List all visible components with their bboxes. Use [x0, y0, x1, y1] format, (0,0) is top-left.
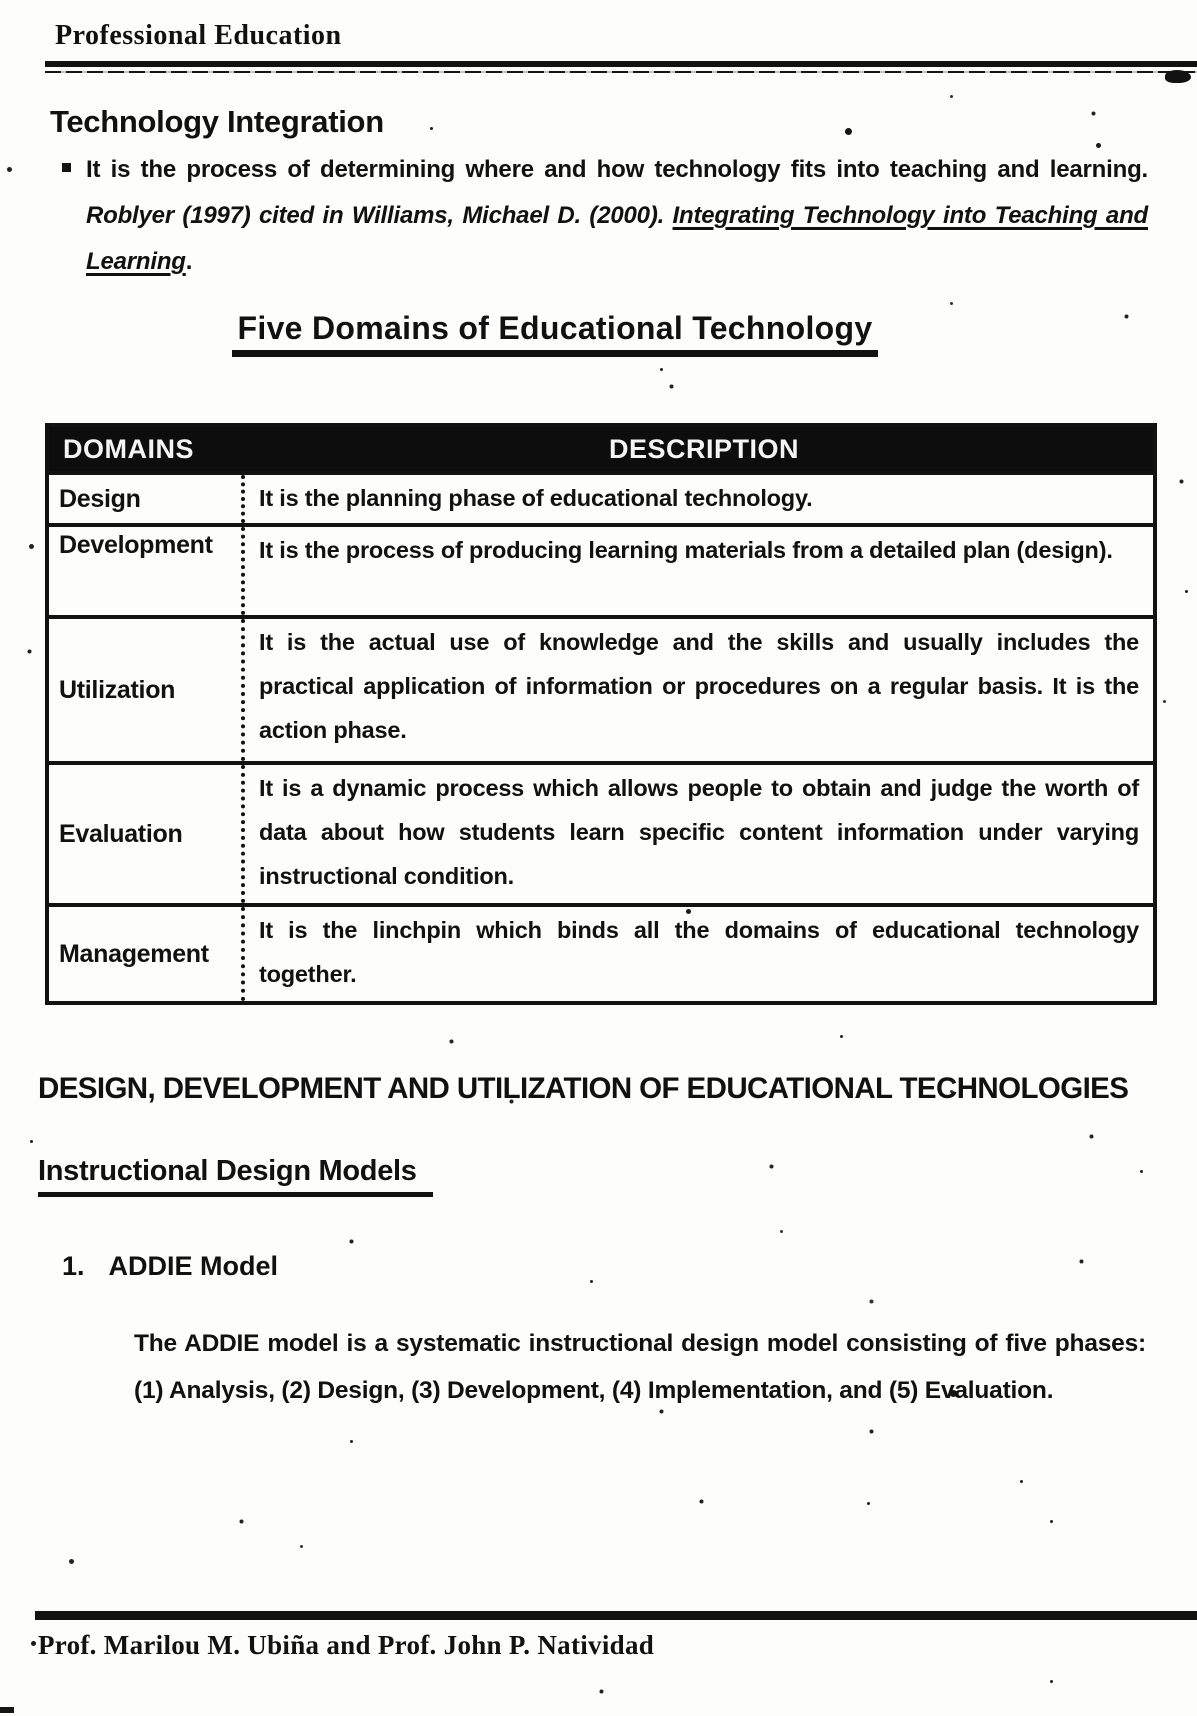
table-title-wrap	[0, 310, 1110, 357]
column-header-domains: DOMAINS	[63, 433, 194, 464]
table-row	[49, 523, 1153, 615]
technology-integration-paragraph	[86, 147, 1148, 285]
column-header-description: DESCRIPTION	[608, 433, 800, 464]
description-cell: It is a dynamic process which allows people to obtain and judge the worth of data about how students learn specific content information under varying instructional condition.	[241, 765, 1153, 903]
five-domains-table	[45, 423, 1157, 1005]
table-row	[49, 903, 1153, 1001]
scan-corner-mark	[0, 1707, 14, 1713]
table-header-row	[49, 427, 1153, 471]
description-cell: It is the actual use of knowledge and the skills and usually includes the practical application of information or procedures on a regular basis. It is the action phase.	[241, 619, 1153, 761]
header-rule-ink-blob	[1165, 70, 1191, 83]
bullet-text: It is the process of determining where and how technology fits into teaching and learning.	[86, 156, 1148, 183]
page-header-title: Professional Education	[55, 20, 342, 51]
section-heading-technology-integration: Technology Integration	[50, 104, 384, 139]
domain-cell: Utilization	[59, 675, 176, 704]
description-cell: It is the planning phase of educational technology.	[241, 475, 1153, 523]
section-heading-design-development: DESIGN, DEVELOPMENT AND UTILIZATION OF EDUCATIONAL TECHNOLOGIES	[38, 1072, 1129, 1105]
domain-cell: Design	[59, 484, 141, 513]
table-row	[49, 471, 1153, 523]
subheading-instructional-design-models: Instructional Design Models	[38, 1155, 433, 1197]
addie-model-paragraph: The ADDIE model is a systematic instructional design model consisting of five phases: (1) Analysis, (2) Design, (3) Development, (4) Implementation, and (5) Evaluation.	[134, 1330, 1146, 1404]
citation-period: .	[185, 248, 193, 275]
table-title: Five Domains of Educational Technology	[232, 310, 879, 357]
domain-cell: Development	[59, 531, 213, 559]
citation-text: Roblyer (1997) cited in Williams, Michael D. (2000).	[86, 202, 673, 229]
domain-cell: Management	[59, 939, 209, 968]
list-item-title: ADDIE Model	[108, 1251, 279, 1281]
table-row	[49, 615, 1153, 761]
footer-authors: Prof. Marilou M. Ubiña and Prof. John P. Natividad	[38, 1630, 655, 1660]
bullet-square-icon	[62, 163, 71, 172]
list-item-addie-model	[62, 1251, 278, 1282]
description-cell: It is the linchpin which binds all the domains of educational technology together.	[241, 907, 1153, 1001]
header-rule-thick	[45, 61, 1197, 67]
citation-title: Integrating Technology into Teaching and Learning	[86, 202, 1148, 275]
domain-cell: Evaluation	[59, 819, 183, 848]
description-cell: It is the process of producing learning materials from a detailed plan (design).	[241, 527, 1153, 615]
header-rule-thin	[45, 71, 1197, 73]
footer-rule	[35, 1611, 1197, 1620]
list-item-number: 1.	[62, 1251, 85, 1281]
scan-noise-specks	[430, 127, 433, 130]
scan-noise-large-specks	[845, 128, 852, 135]
table-row	[49, 761, 1153, 903]
